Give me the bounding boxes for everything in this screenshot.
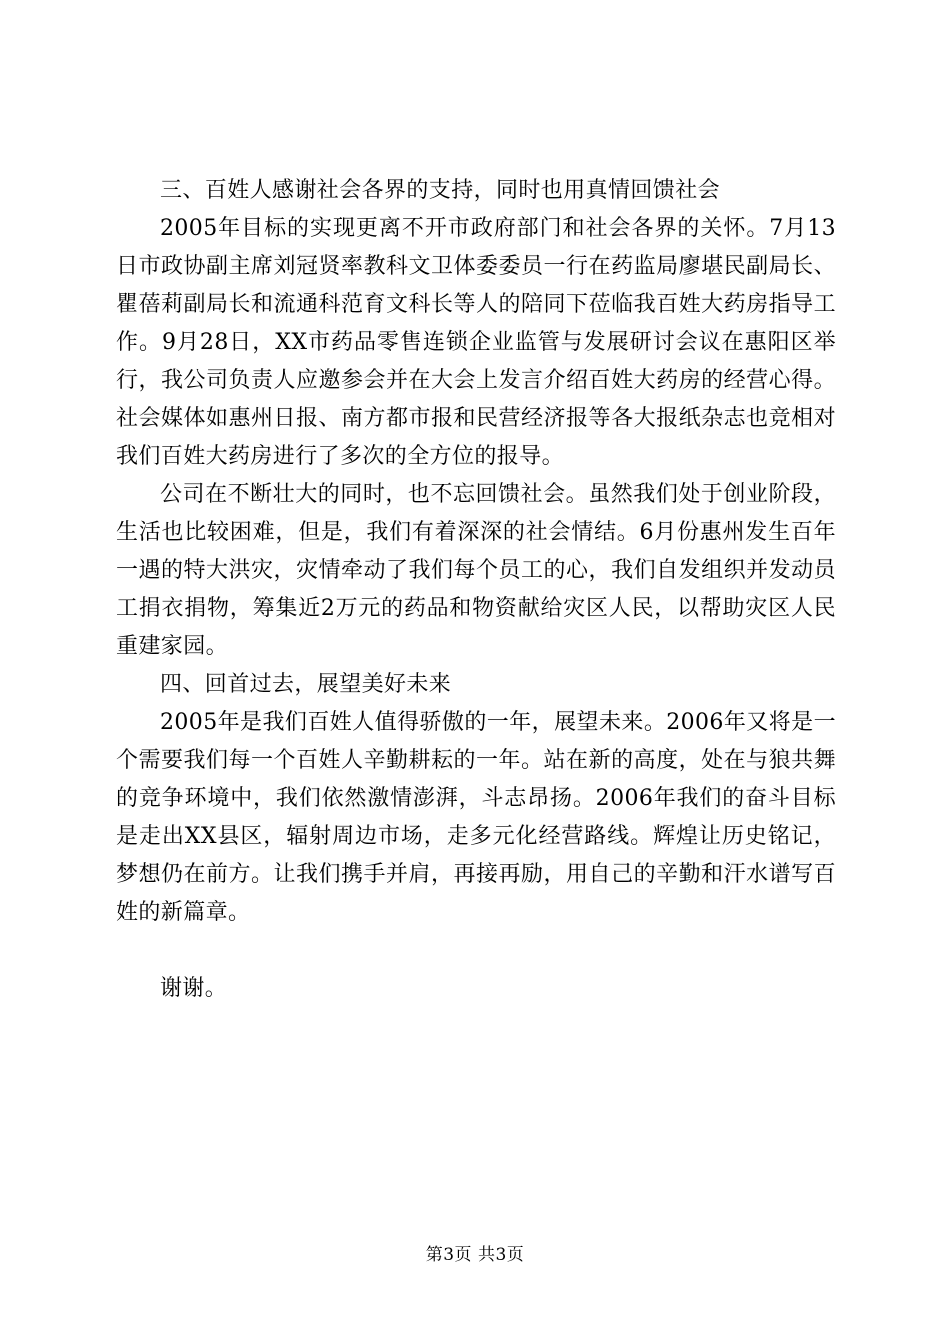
section-4-heading: 四、回首过去，展望美好未来 — [160, 672, 452, 697]
section-3-paragraph-1: 2005年目标的实现更离不开市政府部门和社会各界的关怀。7月13日市政协副主席刘冠贤率教科文卫体委委员一行在药监局廖堪民副局长、瞿蓓莉副局长和流通科范育文科长等人的陪同下莅临我百姓大药房指导工作。9月28日，XX市药品零售连锁企业监管与发展研讨会议在惠阳区举行，我公司负责人应邀参会并在大会上发言介绍百姓大药房的经营心得。社会媒体如惠州日报、南方都市报和民营经济报等各大报纸杂志也竞相对我们百姓大药房进行了多次的全方位的报导。 — [116, 216, 836, 469]
page-number-footer: 第3页 共3页 — [425, 1245, 525, 1265]
section-4-paragraph-1: 2005年是我们百姓人值得骄傲的一年，展望未来。2006年又将是一个需要我们每一个百姓人辛勤耕耘的一年。站在新的高度，处在与狼共舞的竞争环境中，我们依然激情澎湃，斗志昂扬。2006年我们的奋斗目标是走出XX县区，辐射周边市场，走多元化经营路线。辉煌让历史铭记，梦想仍在前方。让我们携手并肩，再接再励，用自己的辛勤和汗水谱写百姓的新篇章。 — [116, 710, 836, 925]
closing-remark: 谢谢。 — [160, 976, 228, 1001]
section-3-paragraph-2: 公司在不断壮大的同时，也不忘回馈社会。虽然我们处于创业阶段，生活也比较困难，但是，我们有着深深的社会情结。6月份惠州发生百年一遇的特大洪灾，灾情牵动了我们每个员工的心，我们自发组织并发动员工捐衣捐物，筹集近2万元的药品和物资献给灾区人民，以帮助灾区人民重建家园。 — [116, 482, 836, 659]
section-3-heading: 三、百姓人感谢社会各界的支持，同时也用真情回馈社会 — [160, 178, 721, 203]
document-body — [116, 172, 836, 1008]
